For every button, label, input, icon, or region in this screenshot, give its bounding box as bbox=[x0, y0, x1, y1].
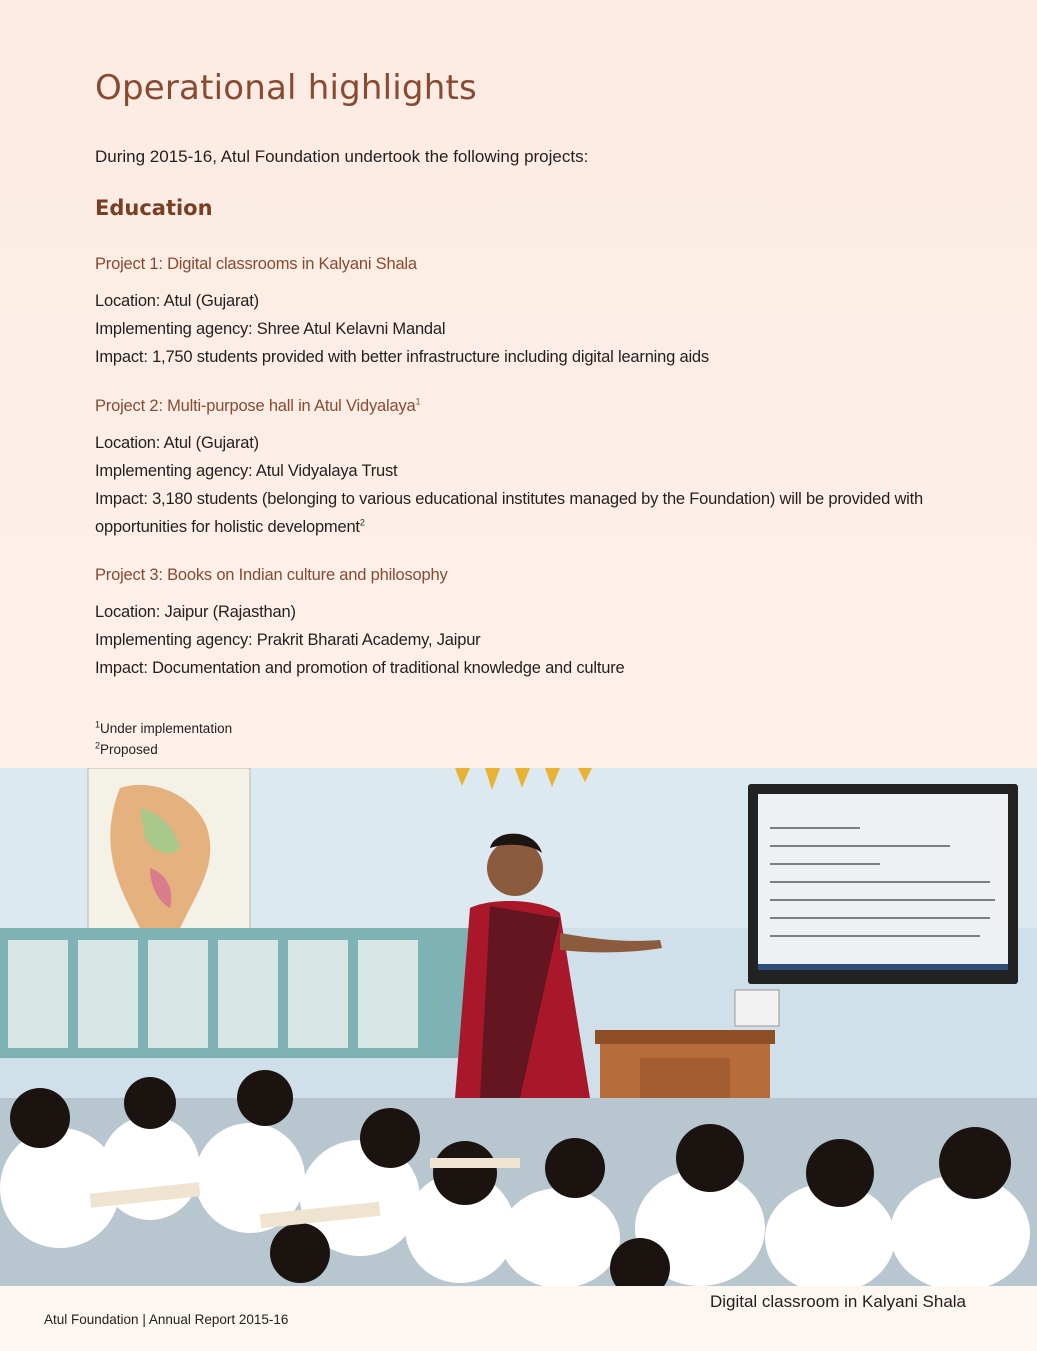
project-location: Location: Atul (Gujarat) bbox=[95, 292, 259, 310]
photo-caption: Digital classroom in Kalyani Shala bbox=[709, 1292, 966, 1311]
footnote-marker: 1 bbox=[415, 396, 421, 407]
footnote-2: $^2$Proposed bbox=[95, 740, 158, 757]
classroom-illustration bbox=[0, 768, 1037, 1286]
section-heading-education: Education bbox=[95, 196, 213, 220]
project-impact: Impact: 3,180 students (belonging to various educational institutes managed by the Foundation) will be provided with opportunities for holistic development$^2$ bbox=[95, 490, 923, 536]
project-agency: Implementing agency: Prakrit Bharati Academy, Jaipur bbox=[95, 631, 481, 649]
project-location: Location: Jaipur (Rajasthan) bbox=[95, 603, 296, 621]
intro-text: During 2015-16, Atul Foundation undertook the following projects: bbox=[95, 147, 589, 166]
project-title: Project 2: Multi-purpose hall in Atul Vidyalaya$^1$ bbox=[95, 396, 421, 415]
project-impact: Impact: 1,750 students provided with better infrastructure including digital learning aids bbox=[95, 348, 709, 366]
project-2 bbox=[95, 397, 945, 541]
footnote-marker: 2 bbox=[359, 517, 365, 528]
footnotes bbox=[95, 718, 232, 760]
project-location: Location: Atul (Gujarat) bbox=[95, 434, 259, 452]
project-agency: Implementing agency: Shree Atul Kelavni Mandal bbox=[95, 320, 446, 338]
classroom-photo bbox=[0, 768, 1037, 1286]
project-agency: Implementing agency: Atul Vidyalaya Trust bbox=[95, 462, 398, 480]
project-1 bbox=[95, 255, 945, 371]
project-3 bbox=[95, 566, 945, 682]
page-footer: Atul Foundation | Annual Report 2015-16 bbox=[44, 1312, 289, 1327]
project-title: Project 3: Books on Indian culture and philosophy bbox=[95, 566, 448, 584]
project-impact: Impact: Documentation and promotion of traditional knowledge and culture bbox=[95, 659, 625, 677]
project-title: Project 1: Digital classrooms in Kalyani Shala bbox=[95, 255, 417, 273]
footnote-1: $^1$Under implementation bbox=[95, 719, 233, 736]
page-title: Operational highlights bbox=[95, 68, 477, 108]
